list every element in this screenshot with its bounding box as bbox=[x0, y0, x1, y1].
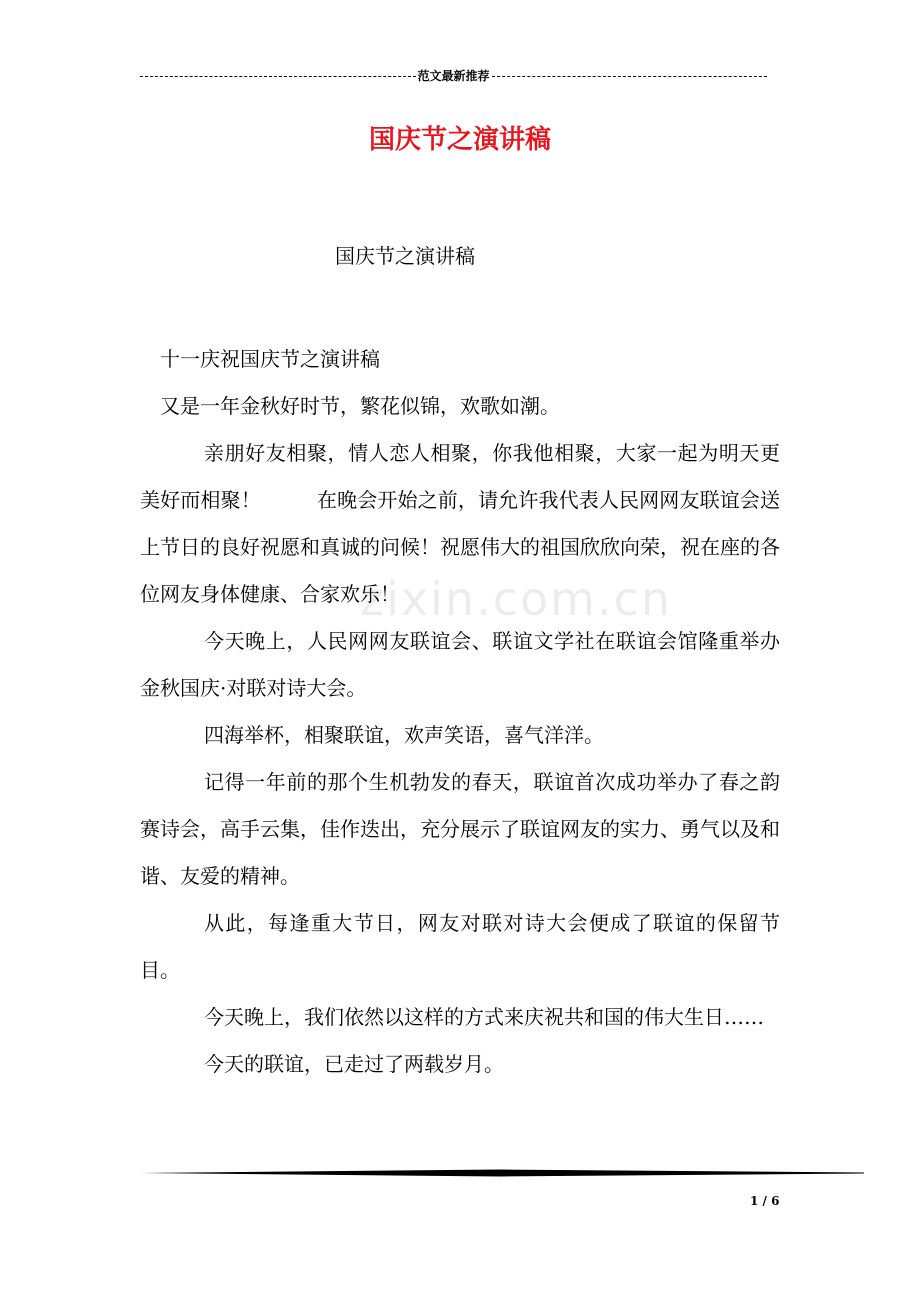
paragraph-3-part-b: 在晚会开始之前，请允许我代表人民网网友联谊会送上节日的良好祝愿和真诚的问候！祝愿伟大的祖国欣欣向荣，祝在座的各位网友身体健康、合家欢乐！ bbox=[140, 488, 781, 606]
paragraph-2: 又是一年金秋好时节，繁花似锦，欢歌如潮。 bbox=[160, 394, 560, 418]
footer-rule bbox=[140, 1169, 864, 1177]
paragraph-8: 今天晚上，我们依然以这样的方式来庆祝共和国的伟大生日…… bbox=[204, 1005, 764, 1029]
header-label: 范文最新推荐 bbox=[417, 69, 490, 83]
document-body bbox=[140, 336, 780, 1088]
footer-rule-graphic bbox=[140, 1169, 864, 1177]
document-title: 国庆节之演讲稿 bbox=[368, 125, 551, 155]
paragraph-7: 从此，每逢重大节日，网友对联对诗大会便成了联谊的保留节目。 bbox=[140, 911, 780, 982]
header-dash-left bbox=[140, 76, 416, 77]
paragraph-9: 今天的联谊，已走过了两载岁月。 bbox=[204, 1052, 504, 1076]
paragraph-1: 十一庆祝国庆节之演讲稿 bbox=[160, 347, 380, 371]
page-number: 1 / 6 bbox=[750, 1194, 780, 1208]
paragraph-6: 记得一年前的那个生机勃发的春天，联谊首次成功举办了春之韵赛诗会，高手云集，佳作迭出，充分展示了联谊网友的实力、勇气以及和谐、友爱的精神。 bbox=[140, 770, 780, 888]
header-banner bbox=[140, 68, 767, 84]
watermark: zixin.com.cn bbox=[360, 572, 673, 626]
document-subtitle: 国庆节之演讲稿 bbox=[335, 244, 475, 268]
footer-rule-shape bbox=[140, 1170, 864, 1177]
paragraph-5: 四海举杯，相聚联谊，欢声笑语，喜气洋洋。 bbox=[204, 723, 604, 747]
header-dash-right bbox=[492, 76, 768, 77]
paragraph-3 bbox=[140, 430, 780, 618]
paragraph-4: 今天晚上，人民网网友联谊会、联谊文学社在联谊会馆隆重举办金秋国庆·对联对诗大会。 bbox=[140, 629, 780, 700]
paragraph-3-part-a: 亲朋好友相聚，情人恋人相聚，你我他相聚，大家一起为明天更美好而相聚！ bbox=[140, 441, 780, 512]
